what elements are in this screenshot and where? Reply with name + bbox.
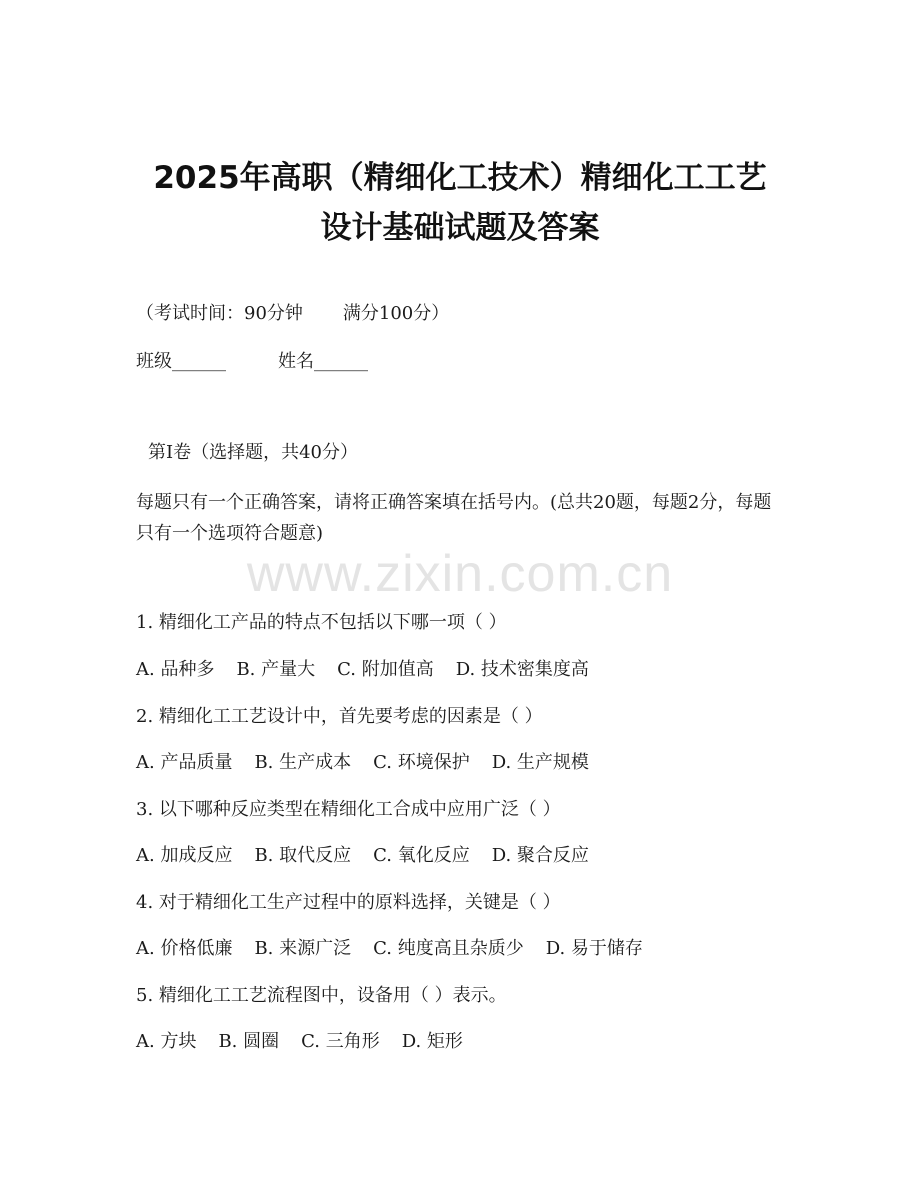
option-a: A. 价格低廉 bbox=[136, 938, 233, 959]
option-c: C. 环境保护 bbox=[373, 752, 470, 773]
question-stem: 3. 以下哪种反应类型在精细化工合成中应用广泛（ ） bbox=[136, 799, 561, 820]
option-c: C. 氧化反应 bbox=[373, 845, 470, 866]
option-b: B. 来源广泛 bbox=[254, 938, 352, 959]
option-a: A. 品种多 bbox=[136, 659, 215, 680]
option-c: C. 纯度高且杂质少 bbox=[373, 938, 524, 959]
name-field: 姓名______ bbox=[278, 351, 368, 372]
full-score: 满分100分） bbox=[342, 303, 450, 324]
option-d: D. 聚合反应 bbox=[491, 845, 589, 866]
option-a: A. 方块 bbox=[136, 1031, 197, 1052]
question-options bbox=[136, 843, 589, 869]
question-stem: 1. 精细化工产品的特点不包括以下哪一项（ ） bbox=[136, 612, 507, 633]
exam-info bbox=[136, 301, 449, 327]
option-b: B. 生产成本 bbox=[254, 752, 352, 773]
option-d: D. 技术密集度高 bbox=[455, 659, 589, 680]
question-options bbox=[136, 936, 643, 962]
option-c: C. 附加值高 bbox=[337, 659, 434, 680]
question-options bbox=[136, 657, 589, 683]
section-title: 第Ⅰ卷（选择题，共40分） bbox=[148, 442, 359, 463]
question-options bbox=[136, 750, 589, 776]
option-d: D. 生产规模 bbox=[491, 752, 589, 773]
option-b: B. 圆圈 bbox=[218, 1031, 280, 1052]
option-b: B. 取代反应 bbox=[254, 845, 352, 866]
exam-time: （考试时间：90分钟 bbox=[136, 303, 303, 324]
question-stem: 4. 对于精细化工生产过程中的原料选择，关键是（ ） bbox=[136, 892, 561, 913]
question-options bbox=[136, 1029, 463, 1055]
option-c: C. 三角形 bbox=[301, 1031, 380, 1052]
watermark: www.zixin.com.cn bbox=[246, 545, 674, 603]
question-stem: 5. 精细化工工艺流程图中，设备用（ ）表示。 bbox=[136, 985, 507, 1006]
option-a: A. 产品质量 bbox=[136, 752, 233, 773]
class-field: 班级______ bbox=[136, 351, 226, 372]
option-b: B. 产量大 bbox=[236, 659, 316, 680]
option-d: D. 易于储存 bbox=[545, 938, 643, 959]
option-d: D. 矩形 bbox=[401, 1031, 463, 1052]
option-a: A. 加成反应 bbox=[136, 845, 233, 866]
document-title-line2: 设计基础试题及答案 bbox=[320, 210, 600, 246]
document-title-line1: 2025年高职（精细化工技术）精细化工工艺 bbox=[153, 160, 767, 196]
student-info bbox=[136, 349, 368, 375]
instructions: 每题只有一个正确答案，请将正确答案填在括号内。(总共20题，每题2分，每题只有一个选项符合题意) bbox=[136, 492, 772, 544]
question-stem: 2. 精细化工工艺设计中，首先要考虑的因素是（ ） bbox=[136, 706, 543, 727]
